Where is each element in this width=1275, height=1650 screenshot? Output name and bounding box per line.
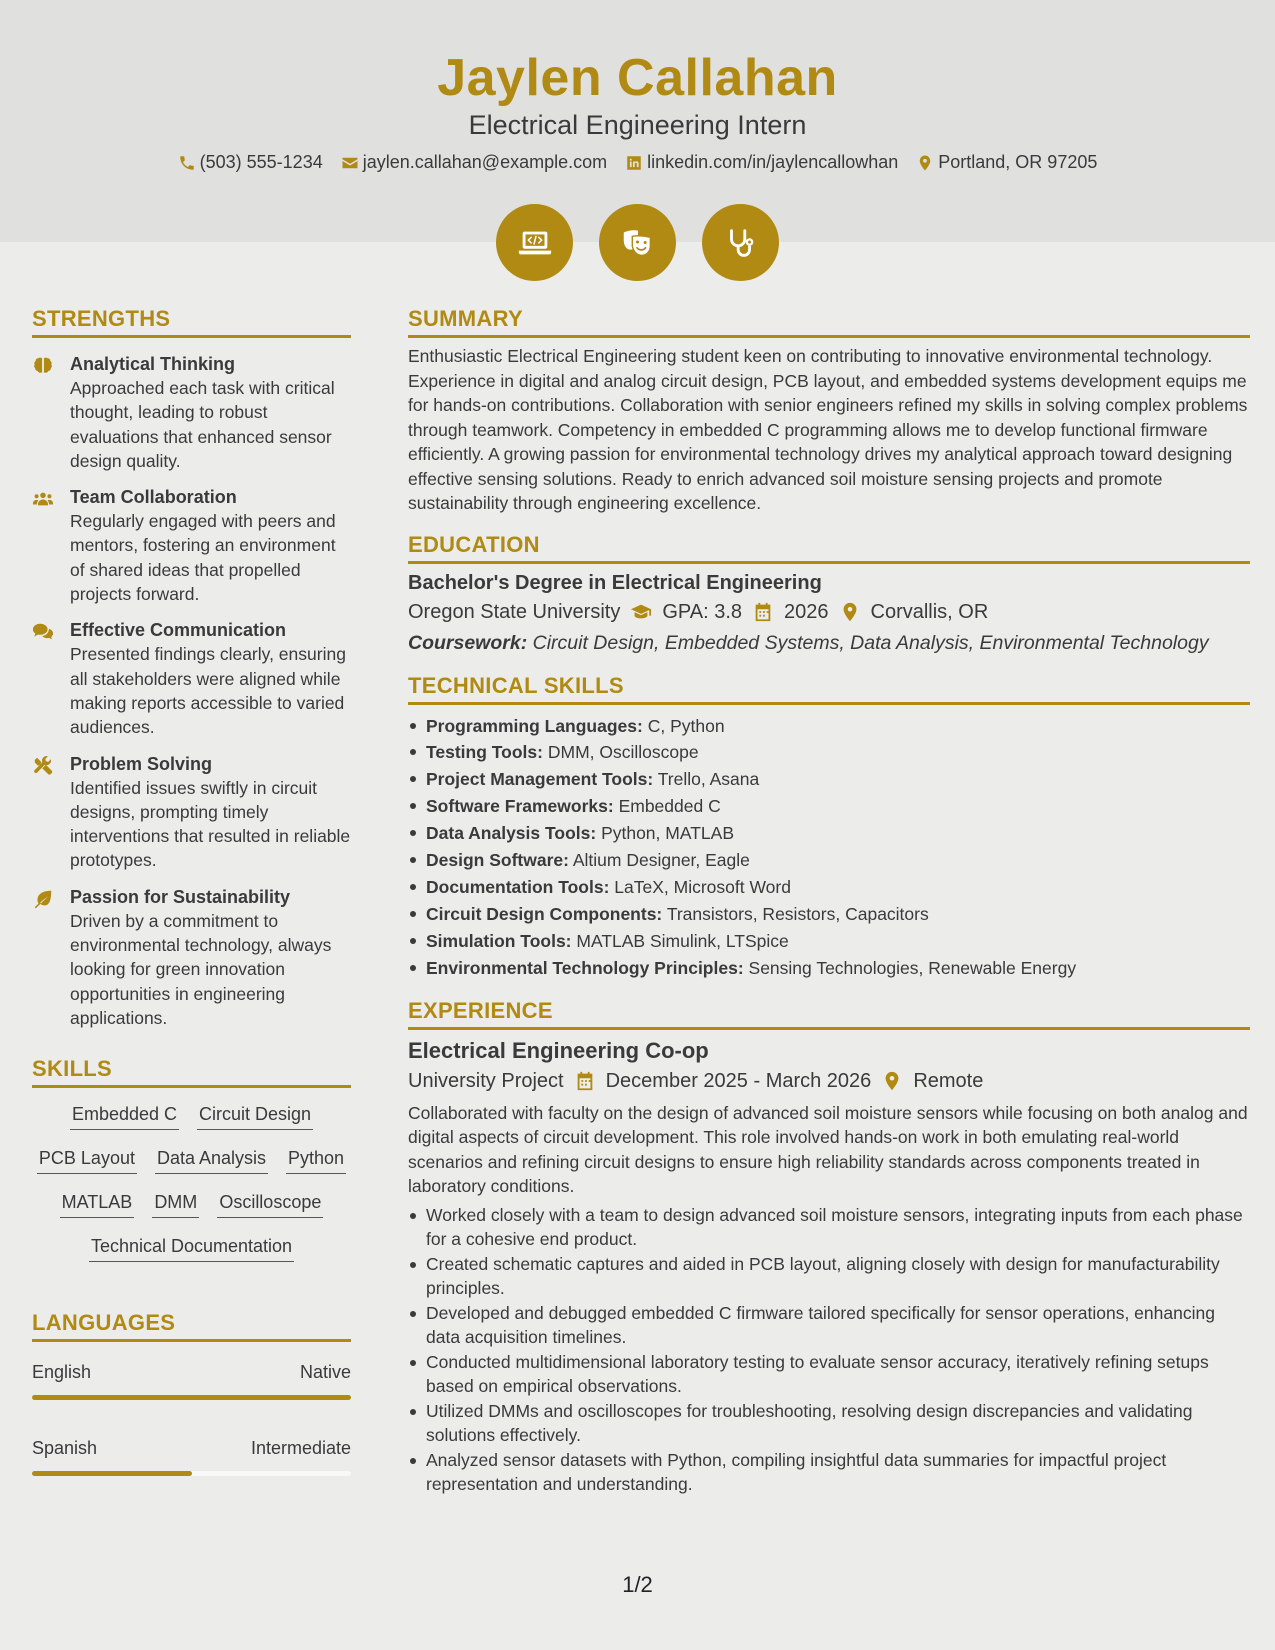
skills-cloud xyxy=(32,1102,351,1262)
experience-org: University Project xyxy=(408,1069,564,1092)
experience-title: Electrical Engineering Co-op xyxy=(408,1037,709,1063)
strength-item xyxy=(32,352,351,473)
experience-description: Collaborated with faculty on the design of advanced soil moisture sensors while focusing on both analog and digital aspects of circuit development. This role involved hands-on work in both emulating real-world scenarios and refining circuit designs to ensure high reliability standards across components treated in laboratory conditions. xyxy=(408,1102,1248,1197)
leaf-icon xyxy=(32,888,54,910)
experience-details xyxy=(408,1070,1250,1093)
language-level: Intermediate xyxy=(250,1438,351,1459)
theater-masks-badge xyxy=(599,204,676,281)
interest-badges xyxy=(0,204,1275,281)
strength-title: Effective Communication xyxy=(70,620,287,641)
list-item: Worked closely with a team to design advanced soil moisture sensors, integrating inputs from each phase for a cohesive end product. xyxy=(408,1203,1250,1252)
list-item: Testing Tools: DMM, Oscilloscope xyxy=(408,739,1250,766)
list-item: Environmental Technology Principles: Sensing Technologies, Renewable Energy xyxy=(408,955,1250,982)
list-item: Created schematic captures and aided in PCB layout, aligning closely with design for manufacturability principles. xyxy=(408,1252,1250,1301)
strength-desc: Identified issues swiftly in circuit designs, prompting timely interventions that resulted in reliable prototypes. xyxy=(70,777,351,871)
strength-desc: Driven by a commitment to environmental technology, always looking for green innovation opportunities in engineering applications. xyxy=(70,910,332,1028)
language-name: Spanish xyxy=(32,1438,98,1459)
strength-title: Analytical Thinking xyxy=(70,354,236,374)
gpa: GPA: 3.8 xyxy=(662,600,742,623)
candidate-name: Jaylen Callahan xyxy=(437,49,838,107)
linkedin-icon xyxy=(625,154,643,172)
page-number: 1/2 xyxy=(622,1572,653,1597)
skill-tag: Oscilloscope xyxy=(217,1190,323,1218)
summary-heading: SUMMARY xyxy=(408,306,1250,338)
map-marker-icon xyxy=(881,1070,903,1092)
language-item xyxy=(32,1438,351,1476)
contact-location: Portland, OR 97205 xyxy=(916,152,1097,173)
skill-tag: PCB Layout xyxy=(37,1146,137,1174)
coursework-list: Circuit Design, Embedded Systems, Data Analysis, Environmental Technology xyxy=(532,631,1209,654)
list-item: Project Management Tools: Trello, Asana xyxy=(408,766,1250,793)
list-item: Design Software: Altium Designer, Eagle xyxy=(408,847,1250,874)
list-item: Programming Languages: C, Python xyxy=(408,713,1250,740)
left-column xyxy=(32,306,351,1476)
skill-tag: MATLAB xyxy=(60,1190,135,1218)
list-item: Circuit Design Components: Transistors, Resistors, Capacitors xyxy=(408,901,1250,928)
theater-masks-icon xyxy=(619,224,657,262)
users-icon xyxy=(32,488,54,510)
experience-location: Remote xyxy=(913,1069,984,1092)
technical-skills-list xyxy=(408,713,1250,982)
experience-heading: EXPERIENCE xyxy=(408,998,1250,1030)
language-bar xyxy=(32,1471,351,1476)
education-details xyxy=(408,601,1250,624)
strength-desc: Approached each task with critical thought, leading to robust evaluations that enhanced sensor design quality. xyxy=(70,378,335,471)
language-bar-fill xyxy=(32,1471,192,1476)
technical-skills-heading: TECHNICAL SKILLS xyxy=(408,673,1250,705)
calendar-icon xyxy=(752,601,774,623)
skills-heading: SKILLS xyxy=(32,1056,351,1088)
education-heading: EDUCATION xyxy=(408,532,1250,564)
list-item: Utilized DMMs and oscilloscopes for troubleshooting, resolving design discrepancies and validating solutions effectively. xyxy=(408,1399,1250,1448)
list-item: Analyzed sensor datasets with Python, compiling insightful data summaries for impactful project representation and understanding. xyxy=(408,1448,1250,1497)
skill-tag: Embedded C xyxy=(70,1102,179,1130)
strength-title: Passion for Sustainability xyxy=(70,886,291,907)
strengths-heading: STRENGTHS xyxy=(32,306,351,338)
school-location: Corvallis, OR xyxy=(870,600,989,623)
skill-tag: Data Analysis xyxy=(155,1146,268,1174)
contact-bar xyxy=(0,152,1275,173)
job-title: Electrical Engineering Intern xyxy=(468,110,807,140)
strength-title: Problem Solving xyxy=(70,753,213,774)
school-name: Oregon State University xyxy=(408,600,621,623)
list-item: Conducted multidimensional laboratory testing to evaluate sensor accuracy, iteratively refining setups based on empirical observations. xyxy=(408,1350,1250,1399)
skill-tag: DMM xyxy=(152,1190,199,1218)
languages-heading: LANGUAGES xyxy=(32,1310,351,1342)
summary-text: Enthusiastic Electrical Engineering student keen on contributing to innovative environmental technology. Experience in digital and analog circuit design, PCB layout, and embedded systems development equips me for hands-on contributions. Collaboration with senior engineers refined my skills in solving complex problems through teamwork. Competency in embedded C programming allows me to develop functional firmware efficiently. A growing passion for environmental technology drives my analytical approach toward designing effective sensing solutions. Ready to enrich advanced soil moisture sensing projects and promote sustainability through engineering excellence. xyxy=(408,346,1248,513)
list-item: Documentation Tools: LaTeX, Microsoft Word xyxy=(408,874,1250,901)
list-item: Simulation Tools: MATLAB Simulink, LTSpice xyxy=(408,928,1250,955)
list-item: Data Analysis Tools: Python, MATLAB xyxy=(408,820,1250,847)
stethoscope-icon xyxy=(722,224,760,262)
degree-title: Bachelor's Degree in Electrical Engineering xyxy=(408,571,822,594)
language-name: English xyxy=(32,1362,92,1383)
coursework xyxy=(408,632,1250,655)
language-bar-fill xyxy=(32,1395,351,1400)
calendar-icon xyxy=(574,1070,596,1092)
coursework-label: Coursework: xyxy=(408,631,528,654)
graduation-cap-icon xyxy=(630,601,652,623)
comments-icon xyxy=(32,621,54,643)
laptop-code-badge xyxy=(496,204,573,281)
contact-linkedin[interactable]: linkedin.com/in/jaylencallowhan xyxy=(625,152,898,173)
strength-desc: Regularly engaged with peers and mentors, fostering an environment of shared ideas that propelled projects forward. xyxy=(70,511,336,605)
laptop-code-icon xyxy=(516,224,554,262)
skill-tag: Technical Documentation xyxy=(89,1234,294,1262)
language-level: Native xyxy=(299,1362,351,1383)
strength-item xyxy=(32,885,351,1030)
experience-bullets xyxy=(408,1203,1250,1497)
list-item: Developed and debugged embedded C firmware tailored specifically for sensor operations, enhancing data acquisition timelines. xyxy=(408,1301,1250,1350)
experience-dates: December 2025 - March 2026 xyxy=(605,1069,872,1092)
brain-icon xyxy=(32,355,54,377)
strength-item xyxy=(32,752,351,873)
language-item xyxy=(32,1362,351,1400)
language-bar xyxy=(32,1395,351,1400)
stethoscope-badge xyxy=(702,204,779,281)
skill-tag: Python xyxy=(286,1146,346,1174)
skill-tag: Circuit Design xyxy=(197,1102,313,1130)
map-marker-icon xyxy=(916,154,934,172)
right-column xyxy=(408,306,1250,1497)
map-marker-icon xyxy=(839,601,861,623)
graduation-year: 2026 xyxy=(784,600,829,623)
phone-icon xyxy=(178,154,196,172)
strength-item xyxy=(32,618,351,739)
list-item: Software Frameworks: Embedded C xyxy=(408,793,1250,820)
contact-phone: (503) 555-1234 xyxy=(178,152,323,173)
strength-title: Team Collaboration xyxy=(70,487,237,508)
envelope-icon xyxy=(341,154,359,172)
contact-email[interactable]: jaylen.callahan@example.com xyxy=(341,152,607,173)
strength-desc: Presented findings clearly, ensuring all stakeholders were aligned while making reports accessible to varied audiences. xyxy=(70,644,346,738)
strength-item xyxy=(32,485,351,606)
tools-icon xyxy=(32,755,54,777)
